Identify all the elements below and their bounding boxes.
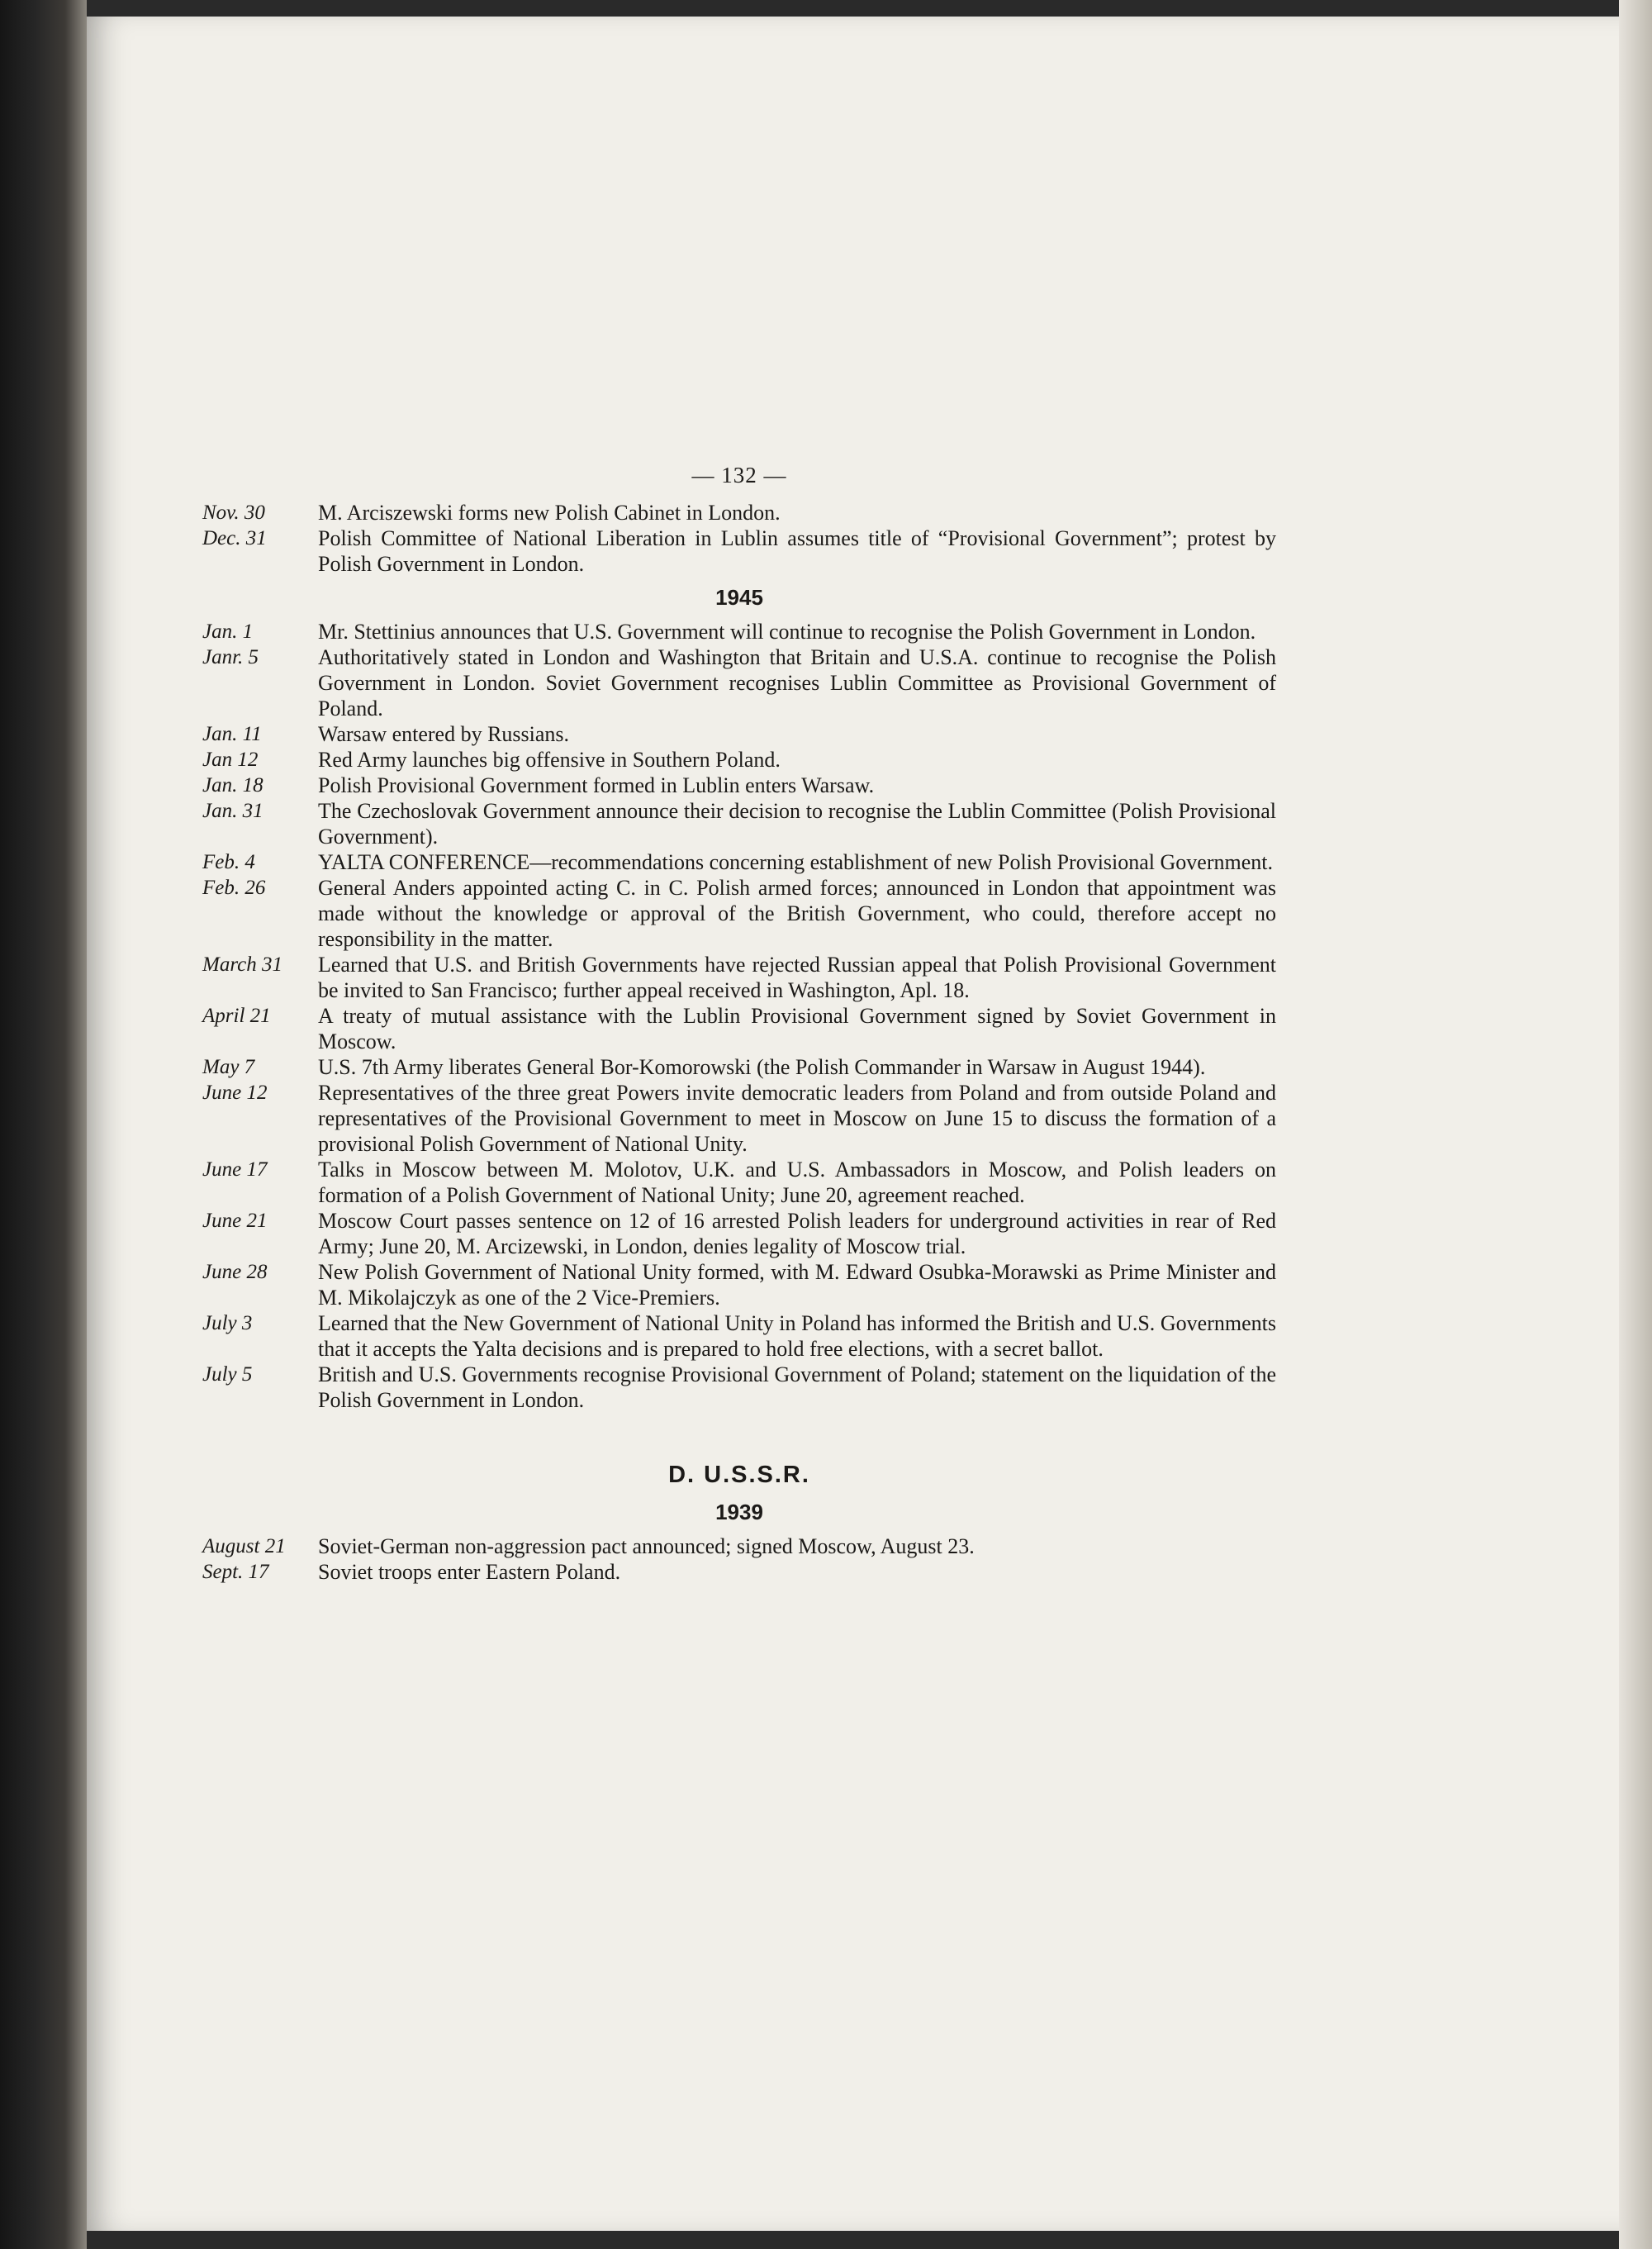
chronology-entry <box>202 619 1276 644</box>
entry-date: June 12 <box>202 1082 268 1104</box>
chronology-entry <box>202 798 1276 849</box>
chronology-entry <box>202 952 1276 1003</box>
entry-text: Mr. Stettinius announces that U.S. Government will continue to recognise the Polish Government in London. <box>318 620 1256 644</box>
chronology-entry <box>202 1310 1276 1362</box>
section-heading: D. U.S.S.R. <box>668 1462 810 1488</box>
entries-1944 <box>202 500 1276 577</box>
entry-date: Jan. 31 <box>202 800 263 822</box>
entry-date: Jan. 1 <box>202 620 254 643</box>
entry-text: Learned that the New Government of National Unity in Poland has informed the British and U.S. Governments that it accepts the Yalta decisions and is prepared to hold free elections, with a secret ballot. <box>318 1311 1276 1361</box>
page-number: — 132 — <box>691 463 787 487</box>
entry-text: Soviet troops enter Eastern Poland. <box>318 1560 621 1584</box>
entry-text: Polish Provisional Government formed in Lublin enters Warsaw. <box>318 773 875 797</box>
entry-text: Soviet-German non-aggression pact announced; signed Moscow, August 23. <box>318 1534 975 1558</box>
next-page-edge <box>1619 0 1652 2249</box>
entry-date: Jan. 18 <box>202 774 263 796</box>
entry-text: General Anders appointed acting C. in C. Polish armed forces; announced in London that appointment was made without the knowledge or approval of the British Government, who could, therefore accept no responsibility in the matter. <box>318 876 1276 951</box>
chronology-entry <box>202 849 1276 875</box>
entry-text: U.S. 7th Army liberates General Bor-Komorowski (the Polish Commander in Warsaw in August 1944). <box>318 1055 1206 1079</box>
chronology-entry <box>202 1157 1276 1208</box>
entry-text: Moscow Court passes sentence on 12 of 16 arrested Polish leaders for underground activities in rear of Red Army; June 20, M. Arcizewski, in London, denies legality of Moscow trial. <box>318 1209 1276 1258</box>
chronology-entry <box>202 1362 1276 1413</box>
chronology-entry <box>202 1003 1276 1054</box>
entry-date: July 5 <box>202 1363 253 1386</box>
entry-date: August 21 <box>202 1535 286 1557</box>
chronology-entry <box>202 875 1276 952</box>
chronology-entry <box>202 1054 1276 1080</box>
chronology-entry <box>202 500 1276 525</box>
entry-date: Jan 12 <box>202 749 259 771</box>
entry-date: June 17 <box>202 1158 268 1181</box>
chronology-entry <box>202 1080 1276 1157</box>
entry-date: Nov. 30 <box>202 502 265 524</box>
entry-date: June 21 <box>202 1210 268 1232</box>
entry-text: Polish Committee of National Liberation in Lublin assumes title of “Provisional Government”; protest by Polish Government in London. <box>318 526 1276 576</box>
entry-text: British and U.S. Governments recognise Provisional Government of Poland; statement on the liquidation of the Polish Government in London. <box>318 1362 1276 1412</box>
entry-date: March 31 <box>202 953 282 976</box>
chronology-entry <box>202 644 1276 721</box>
chronology-entry <box>202 747 1276 773</box>
entry-text: Learned that U.S. and British Governments have rejected Russian appeal that Polish Provisional Government be invited to San Francisco; further appeal received in Washington, Apl. 18. <box>318 953 1276 1002</box>
entry-date: Dec. 31 <box>202 527 267 549</box>
entry-date: Jan. 11 <box>202 723 262 745</box>
entries-1939 <box>202 1533 1276 1585</box>
entry-text: M. Arciszewski forms new Polish Cabinet in London. <box>318 501 781 525</box>
entry-date: April 21 <box>202 1005 271 1027</box>
chronology-entry <box>202 773 1276 798</box>
entry-date: May 7 <box>202 1056 255 1078</box>
entry-date: Feb. 26 <box>202 877 266 899</box>
page-content <box>202 463 1276 1585</box>
entry-text: Red Army launches big offensive in Southern Poland. <box>318 748 781 772</box>
chronology-entry <box>202 721 1276 747</box>
chronology-entry <box>202 1533 1276 1559</box>
chronology-entry <box>202 1208 1276 1259</box>
entry-text: A treaty of mutual assistance with the Lublin Provisional Government signed by Soviet Government in Moscow. <box>318 1004 1276 1053</box>
entry-text: YALTA CONFERENCE—recommendations concerning establishment of new Polish Provisional Government. <box>318 850 1273 874</box>
year-heading-1939: 1939 <box>715 1500 763 1524</box>
entry-date: June 28 <box>202 1261 268 1283</box>
entry-text: Authoritatively stated in London and Washington that Britain and U.S.A. continue to recognise the Polish Government in London. Soviet Government recognises Lublin Committee as Provisional Government of Poland. <box>318 645 1276 720</box>
entry-text: Representatives of the three great Powers invite democratic leaders from Poland and from outside Poland and representatives of the Provisional Government to meet in Moscow on June 15 to discuss the formation of a provisional Polish Government of National Unity. <box>318 1081 1276 1156</box>
entry-text: Talks in Moscow between M. Molotov, U.K. and U.S. Ambassadors in Moscow, and Polish leaders on formation of a Polish Government of National Unity; June 20, agreement reached. <box>318 1158 1276 1207</box>
book-binding-edge <box>0 0 87 2249</box>
entry-text: The Czechoslovak Government announce their decision to recognise the Lublin Committee (Polish Provisional Government). <box>318 799 1276 849</box>
chronology-entry <box>202 1259 1276 1310</box>
entry-date: Janr. 5 <box>202 646 259 668</box>
entry-date: Sept. 17 <box>202 1561 269 1583</box>
entry-text: Warsaw entered by Russians. <box>318 722 570 746</box>
chronology-entry <box>202 525 1276 577</box>
entry-date: July 3 <box>202 1312 253 1334</box>
entries-1945 <box>202 619 1276 1413</box>
chronology-entry <box>202 1559 1276 1585</box>
year-heading-1945: 1945 <box>715 585 763 610</box>
entry-date: Feb. 4 <box>202 851 255 873</box>
entry-text: New Polish Government of National Unity formed, with M. Edward Osubka-Morawski as Prime Minister and M. Mikolajczyk as one of the 2 Vice-Premiers. <box>318 1260 1276 1310</box>
